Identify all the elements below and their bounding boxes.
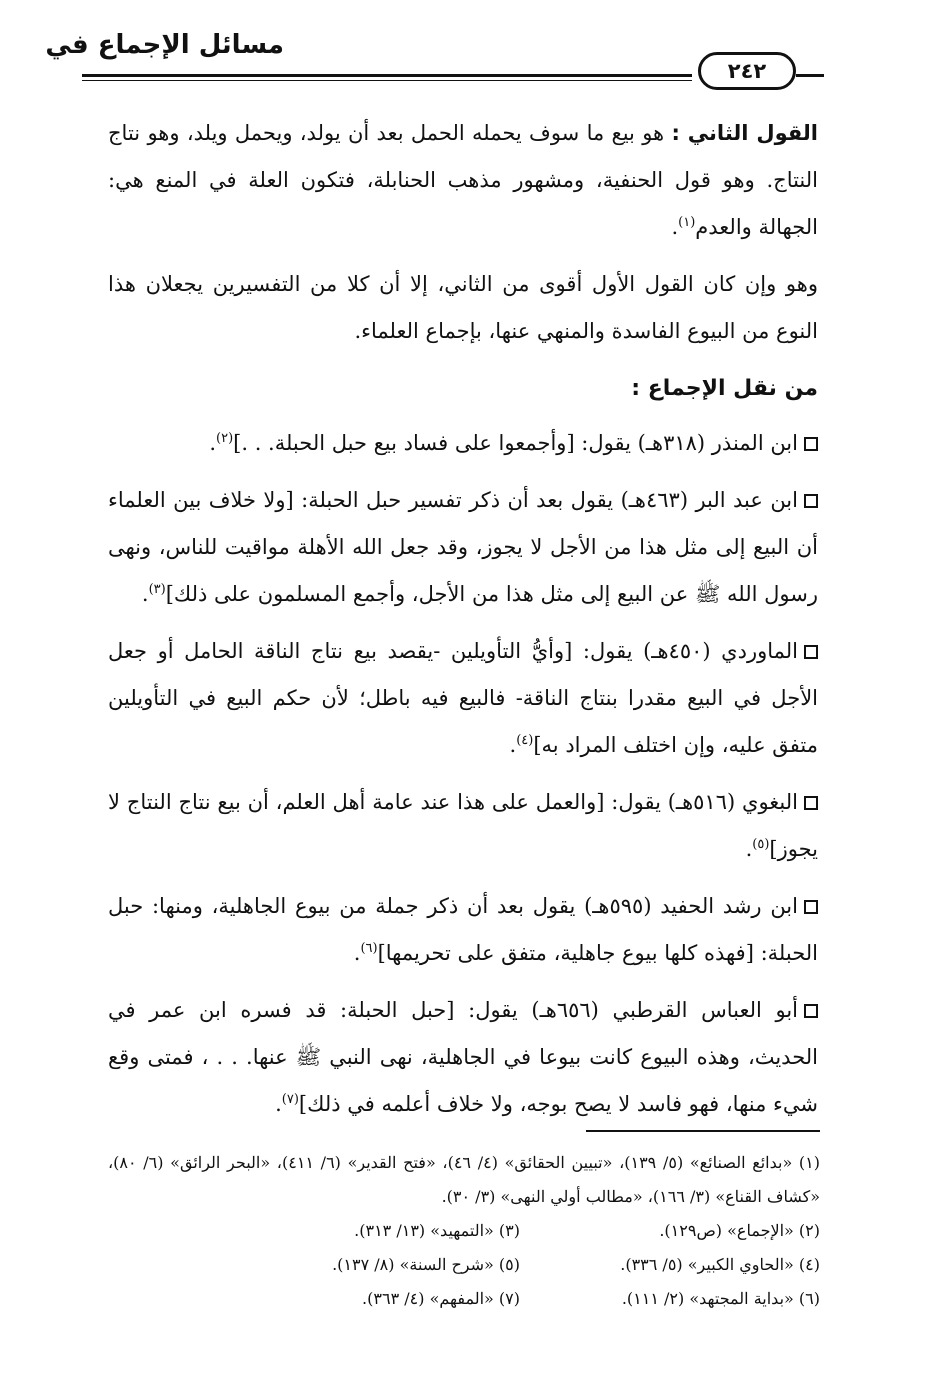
footnote-ref: (٥): [752, 837, 770, 852]
footnote-separator: [586, 1130, 820, 1132]
square-bullet-icon: [804, 437, 818, 451]
footnote-2: (٢) «الإجماع» (ص١٢٩).: [659, 1221, 820, 1240]
summary-text: وهو وإن كان القول الأول أقوى من الثاني، إلا أن كلا من التفسيرين يجعلان هذا النوع من البيوع الفاسدة والمنهي عنها، بإجماع العلماء.: [108, 272, 818, 343]
running-header-title: مسائل الإجماع في: [45, 30, 284, 60]
footnote-ref: (٣): [148, 582, 166, 597]
footnote-row: [108, 1248, 820, 1282]
footnote-3: (٣) «التمهيد» (١٣/ ٣١٣).: [354, 1221, 520, 1240]
square-bullet-icon: [804, 1004, 818, 1018]
footnotes: [108, 1146, 820, 1316]
square-bullet-icon: [804, 494, 818, 508]
square-bullet-icon: [804, 900, 818, 914]
footnote-7: (٧) «المفهم» (٤/ ٣٦٣).: [362, 1289, 520, 1308]
footnote-ref: (٢): [216, 431, 234, 446]
footnote-6: (٦) «بداية المجتهد» (٢/ ١١١).: [621, 1289, 820, 1308]
paragraph-second-opinion: القول الثاني : هو بيع ما سوف يحمله الحمل بعد أن يولد، ويحمل ويلد، وهو نتاج النتاج. وهو قول الحنفية، ومشهور مذهب الحنابلة، فتكون العلة في المنع هي: الجهالة والعدم$^{(١)}$.: [108, 121, 819, 239]
footnote-1: (١) «بدائع الصنائع» (٥/ ١٣٩)، «تبيين الحقائق» (٤/ ٤٦)، «فتح القدير» (٦/ ٤١١)، «البحر الرائق» (٦/ ٨٠)، «كشاف القناع» (٣/ ١٦٦)، «مطالب أولي النهى» (٣/ ٣٠).: [108, 1153, 821, 1206]
paragraph-summary: [108, 261, 818, 355]
second-opinion-text: هو بيع ما سوف يحمله الحمل بعد أن يولد، ويحمل ويلد، وهو نتاج النتاج. وهو قول الحنفية، ومشهور مذهب الحنابلة، فتكون العلة في المنع هي: الجهالة والعدم: [108, 121, 818, 239]
quote-item: ابن رشد الحفيد (٥٩٥هـ) يقول بعد أن ذكر جملة من بيوع الجاهلية، ومنها: حبل الحبلة: [فهذه كلها بيوع جاهلية، متفق على تحريمها]$^{(٦)}$.: [108, 894, 818, 965]
quote-item: الماوردي (٤٥٠هـ) يقول: [وأيُّ التأويلين -يقصد بيع نتاج الناقة الحامل أو جعل الأجل في البيع مقدرا بنتاج الناقة- فالبيع فيه باطل؛ لأن حكم البيع في التأويلين متفق عليه، وإن اختلف المراد به]$^{(٤)}$.: [108, 639, 818, 757]
footnote-row: [108, 1282, 820, 1316]
footnote-ref: (٧): [281, 1092, 299, 1107]
quote-item: ابن عبد البر (٤٦٣هـ) يقول بعد أن ذكر تفسير حبل الحبلة: [ولا خلاف بين العلماء أن البيع إلى مثل هذا من الأجل لا يجوز، وقد جعل الله الأهلة مواقيت للناس، ونهى رسول الله ﷺ عن البيع إلى مثل هذا من الأجل، وأجمع المسلمون على ذلك]$^{(٣)}$.: [108, 488, 818, 606]
footnote-row: [108, 1214, 820, 1248]
quote-item: البغوي (٥١٦هـ) يقول: [والعمل على هذا عند عامة أهل العلم، أن بيع نتاج النتاج لا يجوز]$^{(٥)}$.: [108, 790, 818, 861]
footnote-ref: (٤): [516, 733, 534, 748]
section-heading: من نقل الإجماع :: [631, 376, 818, 401]
footnote-4: (٤) «الحاوي الكبير» (٥/ ٣٣٦).: [620, 1255, 820, 1274]
page-number: ٢٤٢: [698, 52, 796, 90]
square-bullet-icon: [804, 796, 818, 810]
footnote-5: (٥) «شرح السنة» (٨/ ١٣٧).: [332, 1255, 520, 1274]
second-opinion-label: القول الثاني :: [671, 121, 819, 145]
header-rule-short: [796, 74, 824, 77]
footnote-ref: (١): [678, 215, 696, 230]
quote-item: ابن المنذر (٣١٨هـ) يقول: [وأجمعوا على فساد بيع حبل الحبلة. . .]$^{(٢)}$.: [108, 420, 818, 467]
square-bullet-icon: [804, 645, 818, 659]
quote-item: أبو العباس القرطبي (٦٥٦هـ) يقول: [حبل الحبلة: قد فسره ابن عمر في الحديث، وهذه البيوع كانت بيوعا في الجاهلية، نهى النبي ﷺ عنها. . . ، فمتى وقع شيء منها، فهو فاسد لا يصح بوجه، ولا خلاف أعلمه في ذلك]$^{(٧)}$.: [108, 998, 818, 1116]
footnote-ref: (٦): [360, 941, 378, 956]
main-text: [108, 110, 818, 1138]
header-rule: [82, 74, 692, 77]
